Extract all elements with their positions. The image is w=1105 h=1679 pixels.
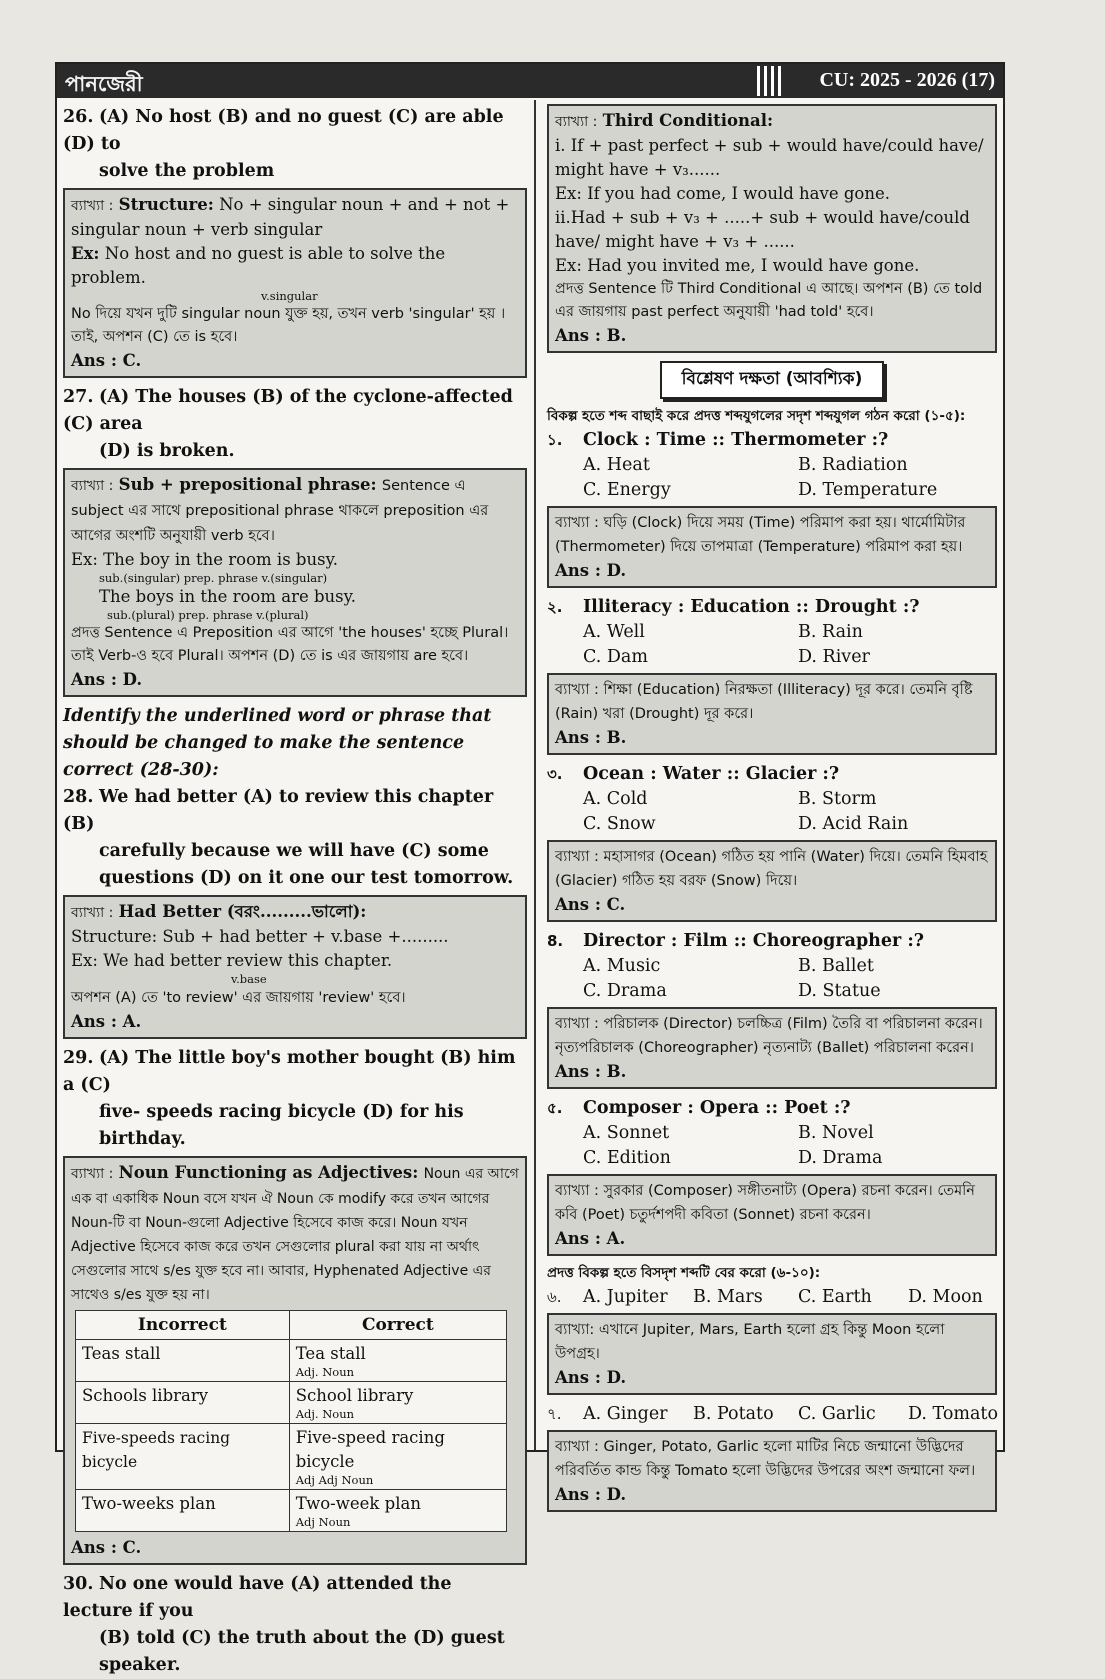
question-title: 8. Director : Film :: Choreographer :? (547, 931, 925, 951)
analogy-list (547, 427, 997, 1256)
options (547, 1121, 997, 1171)
question-28: 28. We had better (A) to review this chapter (B) carefully because we will have (C) some questions (D) on it one our test tomorrow. (63, 787, 514, 888)
option: B. Rain (798, 622, 863, 642)
option: C. Dam (583, 647, 648, 667)
option: C. Snow (583, 814, 656, 834)
analogy-question (547, 928, 997, 1089)
question-title: ৫. Composer : Opera :: Poet :? (547, 1098, 851, 1118)
option: C. Drama (583, 981, 667, 1001)
explanation: ব্যাখ্যা : সুরকার (Composer) সঙ্গীতনাট্য (Opera) রচনা করেন। তেমনি কবি (Poet) চতুর্দশপদী কবিতা (Sonnet) রচনা করেন। Ans : A. (547, 1174, 997, 1256)
left-column (63, 104, 527, 1679)
table-row: Five-speeds racing bicycle Five-speed racing bicycle Adj Adj Noun (76, 1424, 507, 1490)
explanation: ব্যাখ্যা : Ginger, Potato, Garlic হলো মাটির নিচে জন্মানো উদ্ভিদের পরিবর্তিত কান্ড কিন্তু Tomato হলো উদ্ভিদের উপরের অংশ জন্মানো ফল। Ans : D. (547, 1430, 997, 1512)
option: B. Radiation (798, 455, 908, 475)
odd-one-out-question (547, 1284, 997, 1395)
section-title: বিশ্লেষণ দক্ষতা (আবশ্যিক) (660, 361, 884, 399)
option: A. Cold (583, 789, 648, 809)
instruction-28-30: Identify the underlined word or phrase that should be changed to make the sentence correct (28-30): (63, 706, 492, 780)
exam-code: CU: 2025 - 2026 (17) (819, 69, 995, 91)
option: D. Tomato (908, 1404, 998, 1424)
odd-one-out-question (547, 1401, 997, 1512)
brand-logo: পানজেরী (65, 72, 143, 96)
table-head-incorrect: Incorrect (76, 1311, 290, 1340)
option: A. Well (583, 622, 645, 642)
options (547, 620, 997, 670)
option: B. Mars (693, 1287, 763, 1307)
option: D. Temperature (798, 480, 938, 500)
analogy-question (547, 427, 997, 588)
instruction-1-5: বিকল্প হতে শব্দ বাছাই করে প্রদত্ত শব্দযুগলের সদৃশ শব্দযুগল গঠন করো (১-৫): (547, 408, 966, 424)
option: B. Ballet (798, 956, 874, 976)
explanation: ব্যাখ্যা : ঘড়ি (Clock) দিয়ে সময় (Time) পরিমাপ করা হয়। থার্মোমিটার (Thermometer) দিয়ে তাপমাত্রা (Temperature) পরিমাপ করা হয়। Ans : D. (547, 506, 997, 588)
analogy-question (547, 594, 997, 755)
option: C. Earth (798, 1287, 872, 1307)
analogy-question (547, 761, 997, 922)
explanation-27: ব্যাখ্যা : Sub + prepositional phrase: Sentence এ subject এর সাথে prepositional phrase থাকলে preposition এর আগের অংশটি অনুযায়ী verb হবে। Ex: The boy in the room is busy. sub.(singular) prep. phrase v.(singular) The boys in the room are busy. sub.(plural) prep. phrase v.(plural) প্রদত্ত Sentence এ Preposition এর আগে 'the houses' হচ্ছে Plural। তাই Verb-ও হবে Plural। অপশন (D) তে is এর জায়গায় are হবে। Ans : D. (63, 468, 527, 697)
option: A. Heat (583, 455, 650, 475)
question-27: 27. (A) The houses (B) of the cyclone-affected (C) area (D) is broken. (63, 387, 513, 461)
option: C. Garlic (798, 1404, 876, 1424)
instruction-6-10: প্রদত্ত বিকল্প হতে বিসদৃশ শব্দটি বের করো (৬-১০): (547, 1265, 821, 1281)
column-divider (534, 100, 536, 1450)
question-title: ২. Illiteracy : Education :: Drought :? (547, 597, 920, 617)
header-bars-icon (757, 66, 783, 96)
question-30: 30. No one would have (A) attended the lecture if you (B) told (C) the truth about the (D) guest speaker. (63, 1574, 505, 1675)
option: C. Edition (583, 1148, 671, 1168)
option: D. Acid Rain (798, 814, 909, 834)
option: B. Potato (693, 1404, 774, 1424)
explanation: ব্যাখ্যা: এখানে Jupiter, Mars, Earth হলো গ্রহ কিন্তু Moon হলো উপগ্রহ। Ans : D. (547, 1313, 997, 1395)
odd-one-out-list (547, 1284, 997, 1512)
option: A. Sonnet (583, 1123, 670, 1143)
options: ৬. A. Jupiter B. Mars C. Earth D. Moon (547, 1284, 997, 1310)
option: D. Moon (908, 1287, 983, 1307)
comparison-table (75, 1310, 507, 1532)
explanation-29: ব্যাখ্যা : Noun Functioning as Adjectives: Noun এর আগে এক বা একাধিক Noun বসে যখন ঐ Noun কে modify করে তখন আগের Noun-টি বা Noun-গুলো Adjective হিসেবে কাজ করে। Noun যখন Adjective হিসেবে কাজ করে তখন সেগুলোর plural করা যায় না অর্থাৎ সেগুলোর সাথে s/es যুক্ত হবে না। আবার, Hyphenated Adjective এর সাথেও s/es যুক্ত হয় না। Incorrect Correct Teas stall Tea stall Adj. Noun Schools library School library Adj. Noun Five-speeds racing bicycle Five-speed racing bicycle Adj Adj Noun Two-weeks plan Two-week plan Adj Noun Ans : C. (63, 1156, 527, 1565)
right-column (547, 104, 997, 1518)
option: A. Music (583, 956, 661, 976)
options (547, 787, 997, 837)
option: D. Statue (798, 981, 881, 1001)
question-title: ১. Clock : Time :: Thermometer :? (547, 430, 889, 450)
options (547, 954, 997, 1004)
option: A. Jupiter (583, 1287, 668, 1307)
table-head-correct: Correct (289, 1311, 506, 1340)
page-header (57, 64, 1003, 98)
options: ৭. A. Ginger B. Potato C. Garlic D. Tomato (547, 1401, 997, 1427)
option: A. Ginger (583, 1404, 668, 1424)
question-29: 29. (A) The little boy's mother bought (B) him a (C) five- speeds racing bicycle (D) for his birthday. (63, 1048, 516, 1149)
option: B. Novel (798, 1123, 874, 1143)
explanation: ব্যাখ্যা : মহাসাগর (Ocean) গঠিত হয় পানি (Water) দিয়ে। তেমনি হিমবাহ (Glacier) গঠিত হয় বরফ (Snow) দিয়ে। Ans : C. (547, 840, 997, 922)
table-row: Two-weeks plan Two-week plan Adj Noun (76, 1490, 507, 1532)
table-row: Teas stall Tea stall Adj. Noun (76, 1340, 507, 1382)
explanation-third-conditional: ব্যাখ্যা : Third Conditional: i. If + past perfect + sub + would have/could have/ might have + v₃...... Ex: If you had come, I would have gone. ii.Had + sub + v₃ + .....+ sub + would have/could have/ might have + v₃ + ...... Ex: Had you invited me, I would have gone. প্রদত্ত Sentence টি Third Conditional এ আছে। অপশন (B) তে told এর জায়গায় past perfect অনুযায়ী 'had told' হবে। Ans : B. (547, 104, 997, 353)
page (55, 62, 1005, 1675)
analogy-question (547, 1095, 997, 1256)
option: D. River (798, 647, 870, 667)
options (547, 453, 997, 503)
question-title: ৩. Ocean : Water :: Glacier :? (547, 764, 840, 784)
explanation-26: ব্যাখ্যা : Structure: No + singular noun + and + not + singular noun + verb singular Ex: No host and no guest is able to solve the problem. v.singular No দিয়ে যখন দুটি singular noun যুক্ত হয়, তখন verb 'singular' হয় । তাই, অপশন (C) তে is হবে। Ans : C. (63, 188, 527, 378)
question-26: 26. (A) No host (B) and no guest (C) are able (D) to solve the problem (63, 107, 504, 181)
option: D. Drama (798, 1148, 883, 1168)
explanation-28: ব্যাখ্যা : Had Better (বরং.........ভালো): Structure: Sub + had better + v.base +......... Ex: We had better review this chapter. v.base অপশন (A) তে 'to review' এর জায়গায় 'review' হবে। Ans : A. (63, 895, 527, 1039)
explanation: ব্যাখ্যা : পরিচালক (Director) চলচ্চিত্র (Film) তৈরি বা পরিচালনা করেন। নৃত্যপরিচালক (Choreographer) নৃত্যনাট্য (Ballet) পরিচালনা করেন। Ans : B. (547, 1007, 997, 1089)
option: C. Energy (583, 480, 671, 500)
option: B. Storm (798, 789, 877, 809)
explanation: ব্যাখ্যা : শিক্ষা (Education) নিরক্ষতা (Illiteracy) দূর করে। তেমনি বৃষ্টি (Rain) খরা (Drought) দূর করে। Ans : B. (547, 673, 997, 755)
table-row: Schools library School library Adj. Noun (76, 1382, 507, 1424)
